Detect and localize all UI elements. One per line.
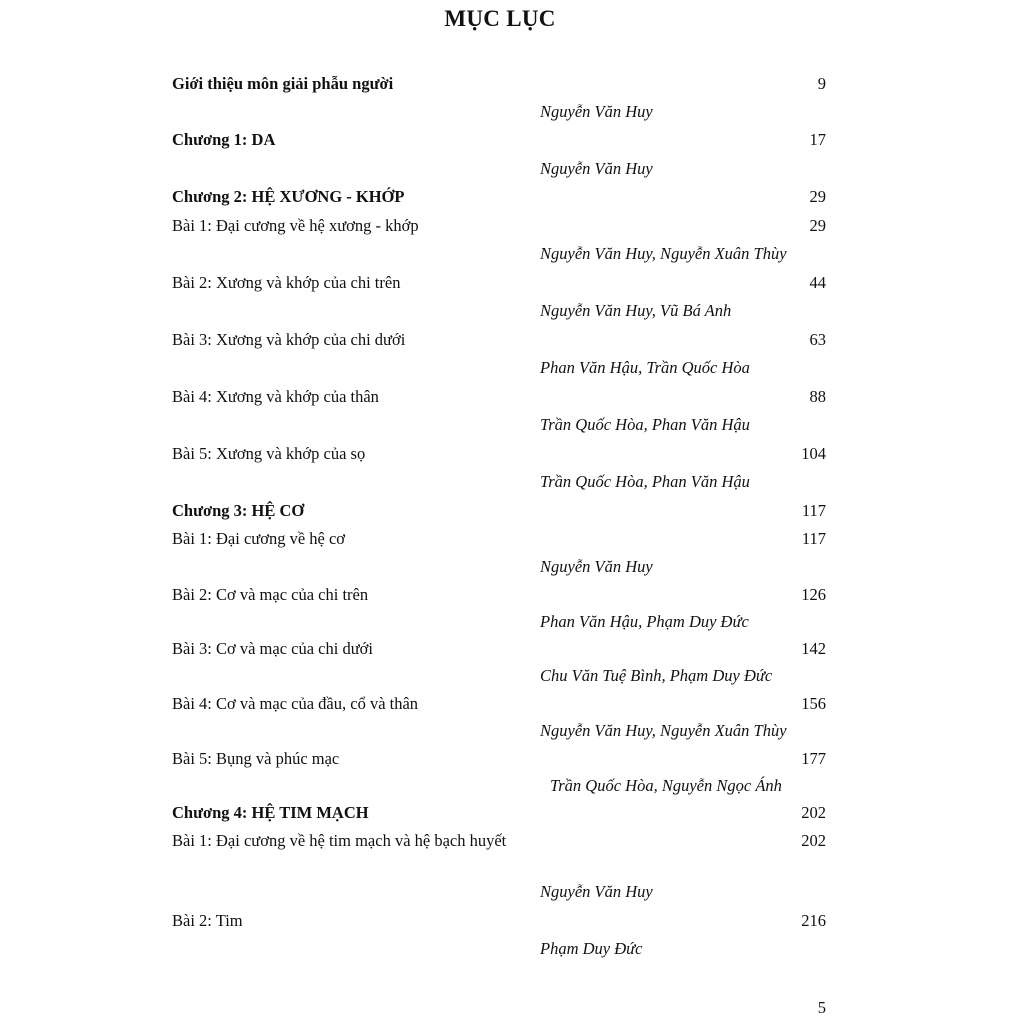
toc-entry-chapter-3 (172, 500, 826, 522)
entry-title: Bài 2: Xương và khớp của chi trên (172, 273, 401, 292)
entry-authors: Nguyễn Văn Huy, Nguyễn Xuân Thùy (540, 721, 787, 740)
toc-entry-lesson (172, 830, 826, 852)
toc-entry-lesson (172, 748, 826, 770)
entry-title: Bài 4: Xương và khớp của thân (172, 387, 379, 406)
toc-entry-lesson (172, 693, 826, 715)
toc-entry-lesson (172, 584, 826, 606)
entry-title: Bài 2: Tim (172, 911, 243, 930)
entry-page-number: 202 (801, 831, 826, 850)
entry-authors: Nguyễn Văn Huy (540, 159, 653, 178)
entry-page-number: 117 (801, 501, 826, 520)
entry-title: Chương 2: HỆ XƯƠNG - KHỚP (172, 187, 405, 206)
entry-title: Bài 3: Cơ và mạc của chi dưới (172, 639, 373, 658)
entry-page-number: 104 (801, 444, 826, 463)
entry-title: Chương 3: HỆ CƠ (172, 501, 305, 520)
entry-page-number: 44 (809, 273, 826, 292)
entry-authors: Trần Quốc Hòa, Nguyễn Ngọc Ánh (550, 776, 782, 795)
entry-page-number: 177 (801, 749, 826, 768)
toc-entry-lesson (172, 386, 826, 408)
entry-title: Bài 3: Xương và khớp của chi dưới (172, 330, 406, 349)
toc-entry-lesson (172, 329, 826, 351)
entry-page-number: 9 (817, 74, 826, 93)
entry-authors: Phan Văn Hậu, Phạm Duy Đức (540, 612, 749, 631)
entry-page-number: 63 (809, 330, 826, 349)
page-title: MỤC LỤC (444, 6, 556, 31)
toc-entry-lesson (172, 443, 826, 465)
toc-entry-lesson (172, 215, 826, 237)
entry-page-number: 126 (801, 585, 826, 604)
entry-title: Bài 4: Cơ và mạc của đầu, cổ và thân (172, 694, 419, 713)
entry-authors: Phan Văn Hậu, Trần Quốc Hòa (540, 358, 750, 377)
entry-authors: Trần Quốc Hòa, Phan Văn Hậu (540, 415, 750, 434)
entry-page-number: 17 (809, 130, 826, 149)
toc-entry-intro (172, 73, 826, 95)
entry-authors: Chu Văn Tuệ Bình, Phạm Duy Đức (540, 666, 773, 685)
toc-entry-chapter-4 (172, 802, 826, 824)
toc-entry-lesson (172, 638, 826, 660)
entry-title: Bài 5: Xương và khớp của sọ (172, 444, 366, 463)
entry-title: Bài 2: Cơ và mạc của chi trên (172, 585, 369, 604)
toc-entry-lesson (172, 272, 826, 294)
entry-page-number: 29 (809, 216, 826, 235)
entry-authors: Phạm Duy Đức (540, 939, 643, 958)
entry-authors: Trần Quốc Hòa, Phan Văn Hậu (540, 472, 750, 491)
entry-authors: Nguyễn Văn Huy (540, 557, 653, 576)
entry-authors: Nguyễn Văn Huy (540, 882, 653, 901)
entry-page-number: 202 (801, 803, 826, 822)
entry-title: Bài 1: Đại cương về hệ cơ (172, 529, 346, 548)
entry-title: Bài 1: Đại cương về hệ xương - khớp (172, 216, 419, 235)
toc-entry-chapter-2 (172, 186, 826, 208)
entry-title: Bài 5: Bụng và phúc mạc (172, 749, 340, 768)
entry-page-number: 117 (801, 529, 826, 548)
toc-entry-chapter-1 (172, 129, 826, 151)
toc-entry-lesson (172, 910, 826, 932)
entry-page-number: 142 (801, 639, 826, 658)
entry-page-number: 216 (801, 911, 826, 930)
entry-page-number: 29 (809, 187, 826, 206)
entry-title: Giới thiệu môn giải phẫu người (172, 74, 394, 93)
entry-authors: Nguyễn Văn Huy (540, 102, 653, 121)
toc-entry-lesson (172, 528, 826, 550)
entry-authors: Nguyễn Văn Huy, Vũ Bá Anh (540, 301, 732, 320)
entry-page-number: 156 (801, 694, 826, 713)
entry-authors: Nguyễn Văn Huy, Nguyễn Xuân Thùy (540, 244, 787, 263)
page-number-footer: 5 (817, 998, 826, 1017)
entry-page-number: 88 (809, 387, 826, 406)
entry-title: Bài 1: Đại cương về hệ tim mạch và hệ bạch huyết (172, 831, 507, 850)
entry-title: Chương 1: DA (172, 130, 276, 149)
entry-title: Chương 4: HỆ TIM MẠCH (172, 803, 369, 822)
